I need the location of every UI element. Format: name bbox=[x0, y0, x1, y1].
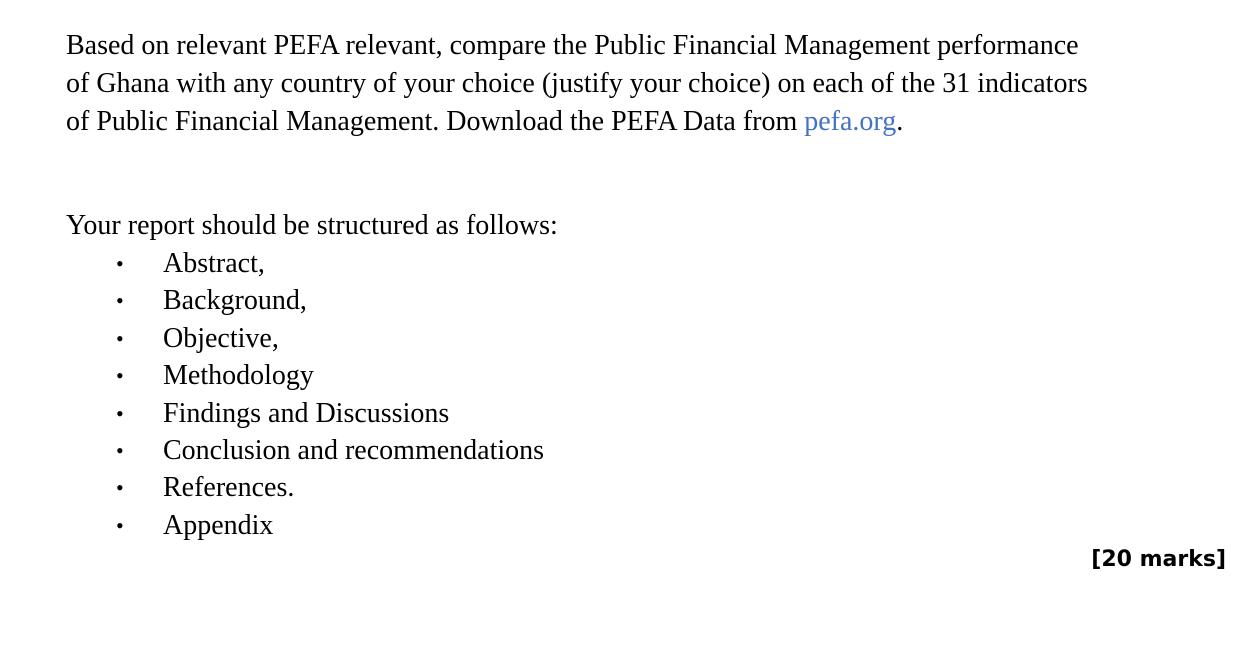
bullet-icon: • bbox=[116, 437, 124, 463]
bullet-icon: • bbox=[116, 400, 124, 426]
bullet-icon: • bbox=[116, 512, 124, 538]
list-item-label: Abstract, bbox=[163, 248, 265, 279]
list-item-label: Findings and Discussions bbox=[163, 397, 450, 429]
bullet-icon: • bbox=[116, 288, 124, 314]
pefa-link[interactable]: pefa.org bbox=[804, 106, 897, 137]
question-line-3 bbox=[66, 103, 1236, 141]
list-item-label: Objective, bbox=[163, 322, 279, 354]
list-item-label: Appendix bbox=[163, 509, 274, 541]
list-item-label: Methodology bbox=[163, 360, 314, 392]
bullet-icon: • bbox=[116, 325, 124, 351]
marks-label: [20 marks] bbox=[1091, 547, 1226, 572]
bullet-icon: • bbox=[116, 363, 124, 389]
structure-heading: Your report should be structured as follows: bbox=[66, 210, 558, 241]
list-item-label: References. bbox=[163, 472, 295, 504]
bullet-icon: • bbox=[116, 475, 124, 501]
question-paragraph bbox=[66, 27, 1236, 141]
question-line-1: Based on relevant PEFA relevant, compare the Public Financial Management performance bbox=[66, 30, 1079, 61]
list-item-label: Conclusion and recommendations bbox=[163, 434, 545, 466]
list-item-label: Background, bbox=[163, 285, 307, 317]
question-line-2: of Ghana with any country of your choice (justify your choice) on each of the 31 indicators bbox=[66, 68, 1088, 99]
question-line-3-text: of Public Financial Management. Download the PEFA Data from bbox=[66, 106, 805, 137]
question-line-3-end: . bbox=[896, 106, 904, 137]
bullet-icon: • bbox=[116, 251, 124, 276]
